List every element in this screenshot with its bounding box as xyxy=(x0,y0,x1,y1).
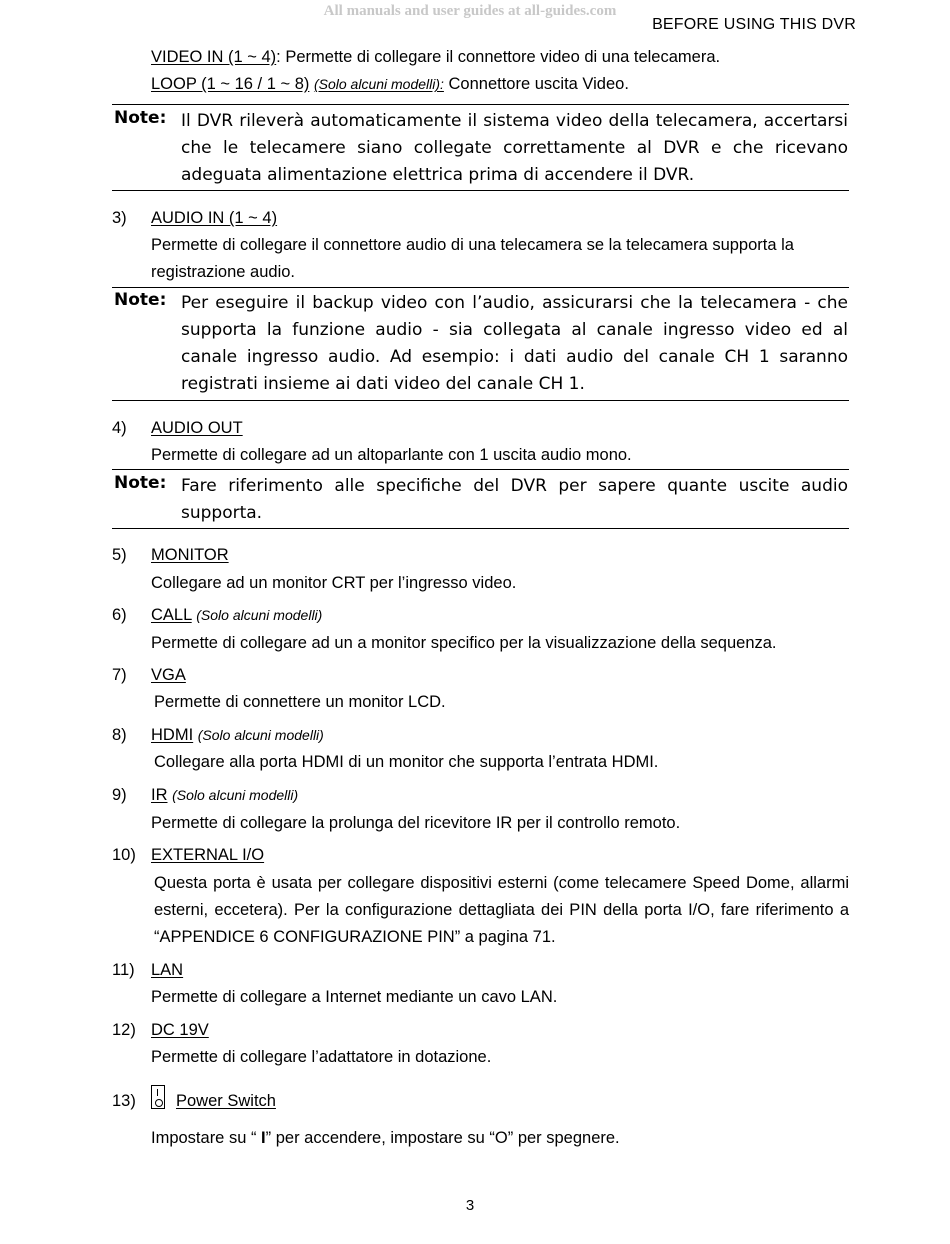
item-desc-audio-in: Permette di collegare il connettore audio di una telecamera se la telecamera supporta la registrazione audio. xyxy=(151,236,794,281)
item-desc-vga: Permette di connettere un monitor LCD. xyxy=(154,693,446,711)
note-box-video xyxy=(112,108,848,189)
item-title-vga xyxy=(151,666,186,685)
item-note: (Solo alcuni modelli) xyxy=(172,787,299,803)
item-number: 4) xyxy=(112,419,127,437)
divider xyxy=(112,104,849,105)
note-label: Note: xyxy=(114,290,167,310)
loop-text: Connettore uscita Video. xyxy=(443,75,629,93)
item-title-dc xyxy=(151,1021,209,1040)
item-title-text: AUDIO OUT xyxy=(151,419,243,437)
note-text: Per eseguire il backup video con l’audio, assicurarsi che la telecamera - che supporta la funzione audio - sia collegata al canale ingresso video ed al canale ingresso audio. Ad esempio: i dati audio del canale CH 1 saranno registrati insieme ai dati video del canale CH 1. xyxy=(181,293,848,394)
item-number: 7) xyxy=(112,666,127,684)
note-box-audio-out xyxy=(112,473,848,527)
video-in-line xyxy=(151,48,720,67)
loop-label: LOOP (1 ~ 16 / 1 ~ 8) xyxy=(151,75,310,93)
item-desc-monitor: Collegare ad un monitor CRT per l’ingresso video. xyxy=(151,574,517,592)
note-label: Note: xyxy=(114,473,167,493)
page-header: BEFORE USING THIS DVR xyxy=(652,16,856,33)
item-title-ir xyxy=(151,786,298,805)
desc-text: ” per accendere, impostare su “O” per spegnere. xyxy=(265,1129,620,1147)
desc-bold: I xyxy=(261,1129,266,1147)
item-title-text: HDMI xyxy=(151,726,194,744)
item-number: 10) xyxy=(112,846,136,864)
item-desc-call: Permette di collegare ad un a monitor specifico per la visualizzazione della sequenza. xyxy=(151,634,777,652)
item-desc-lan: Permette di collegare a Internet mediante un cavo LAN. xyxy=(151,988,558,1006)
item-title-text: AUDIO IN (1 ~ 4) xyxy=(151,209,278,227)
item-desc-power-switch xyxy=(151,1129,620,1148)
item-title-audio-in xyxy=(151,209,277,228)
watermark: All manuals and user guides at all-guides.com xyxy=(323,3,617,19)
item-number: 13) xyxy=(112,1092,136,1110)
page-number: 3 xyxy=(465,1197,475,1214)
item-title-monitor xyxy=(151,546,229,565)
item-desc-audio-out: Permette di collegare ad un altoparlante con 1 uscita audio mono. xyxy=(151,446,632,464)
item-desc-ir: Permette di collegare la prolunga del ricevitore IR per il controllo remoto. xyxy=(151,814,681,832)
item-title-external-io xyxy=(151,846,264,865)
loop-line xyxy=(151,75,629,94)
item-title-text: DC 19V xyxy=(151,1021,209,1039)
power-switch-icon xyxy=(151,1085,165,1109)
item-title-text: Power Switch xyxy=(176,1092,276,1110)
divider xyxy=(112,528,849,529)
item-title-text: LAN xyxy=(151,961,184,979)
item-number: 9) xyxy=(112,786,127,804)
item-number: 11) xyxy=(112,961,135,979)
item-title-power-switch xyxy=(176,1092,276,1111)
item-title-text: VGA xyxy=(151,666,186,684)
item-number: 8) xyxy=(112,726,127,744)
item-title-text: MONITOR xyxy=(151,546,229,564)
note-label: Note: xyxy=(114,108,167,128)
item-title-text: CALL xyxy=(151,606,192,624)
desc-text: Impostare su “ xyxy=(151,1129,262,1147)
item-title-text: EXTERNAL I/O xyxy=(151,846,265,864)
item-desc-external-io: Questa porta è usata per collegare dispositivi esterni (come telecamere Speed Dome, allarmi esterni, eccetera). Per la configurazione dettagliata dei PIN della porta I/O, fare riferimento a “APPENDICE 6 CONFIGURAZIONE PIN” a pagina 71. xyxy=(154,874,849,946)
loop-note: (Solo alcuni modelli): xyxy=(313,76,444,92)
item-number: 6) xyxy=(112,606,127,624)
video-in-label: VIDEO IN (1 ~ 4) xyxy=(151,48,277,66)
divider xyxy=(112,190,849,191)
note-box-audio xyxy=(112,290,848,398)
item-title-call xyxy=(151,606,322,625)
video-in-text: : Permette di collegare il connettore video di una telecamera. xyxy=(276,48,721,66)
divider xyxy=(112,469,849,470)
item-number: 3) xyxy=(112,209,127,227)
item-desc-hdmi: Collegare alla porta HDMI di un monitor che supporta l’entrata HDMI. xyxy=(154,753,659,771)
item-note: (Solo alcuni modelli) xyxy=(196,607,323,623)
item-title-text: IR xyxy=(151,786,168,804)
note-text: Il DVR rileverà automaticamente il sistema video della telecamera, accertarsi che le telecamere siano collegate correttamente al DVR e che ricevano adeguata alimentazione elettrica prima di accendere il DVR. xyxy=(181,111,848,185)
item-title-audio-out xyxy=(151,419,243,438)
item-number: 12) xyxy=(112,1021,136,1039)
item-title-lan xyxy=(151,961,183,980)
divider xyxy=(112,287,849,288)
item-title-hdmi xyxy=(151,726,324,745)
note-text: Fare riferimento alle specifiche del DVR per sapere quante uscite audio supporta. xyxy=(181,476,848,523)
divider xyxy=(112,400,849,401)
item-note: (Solo alcuni modelli) xyxy=(197,727,324,743)
item-number: 5) xyxy=(112,546,127,564)
item-desc-dc: Permette di collegare l’adattatore in dotazione. xyxy=(151,1048,492,1066)
